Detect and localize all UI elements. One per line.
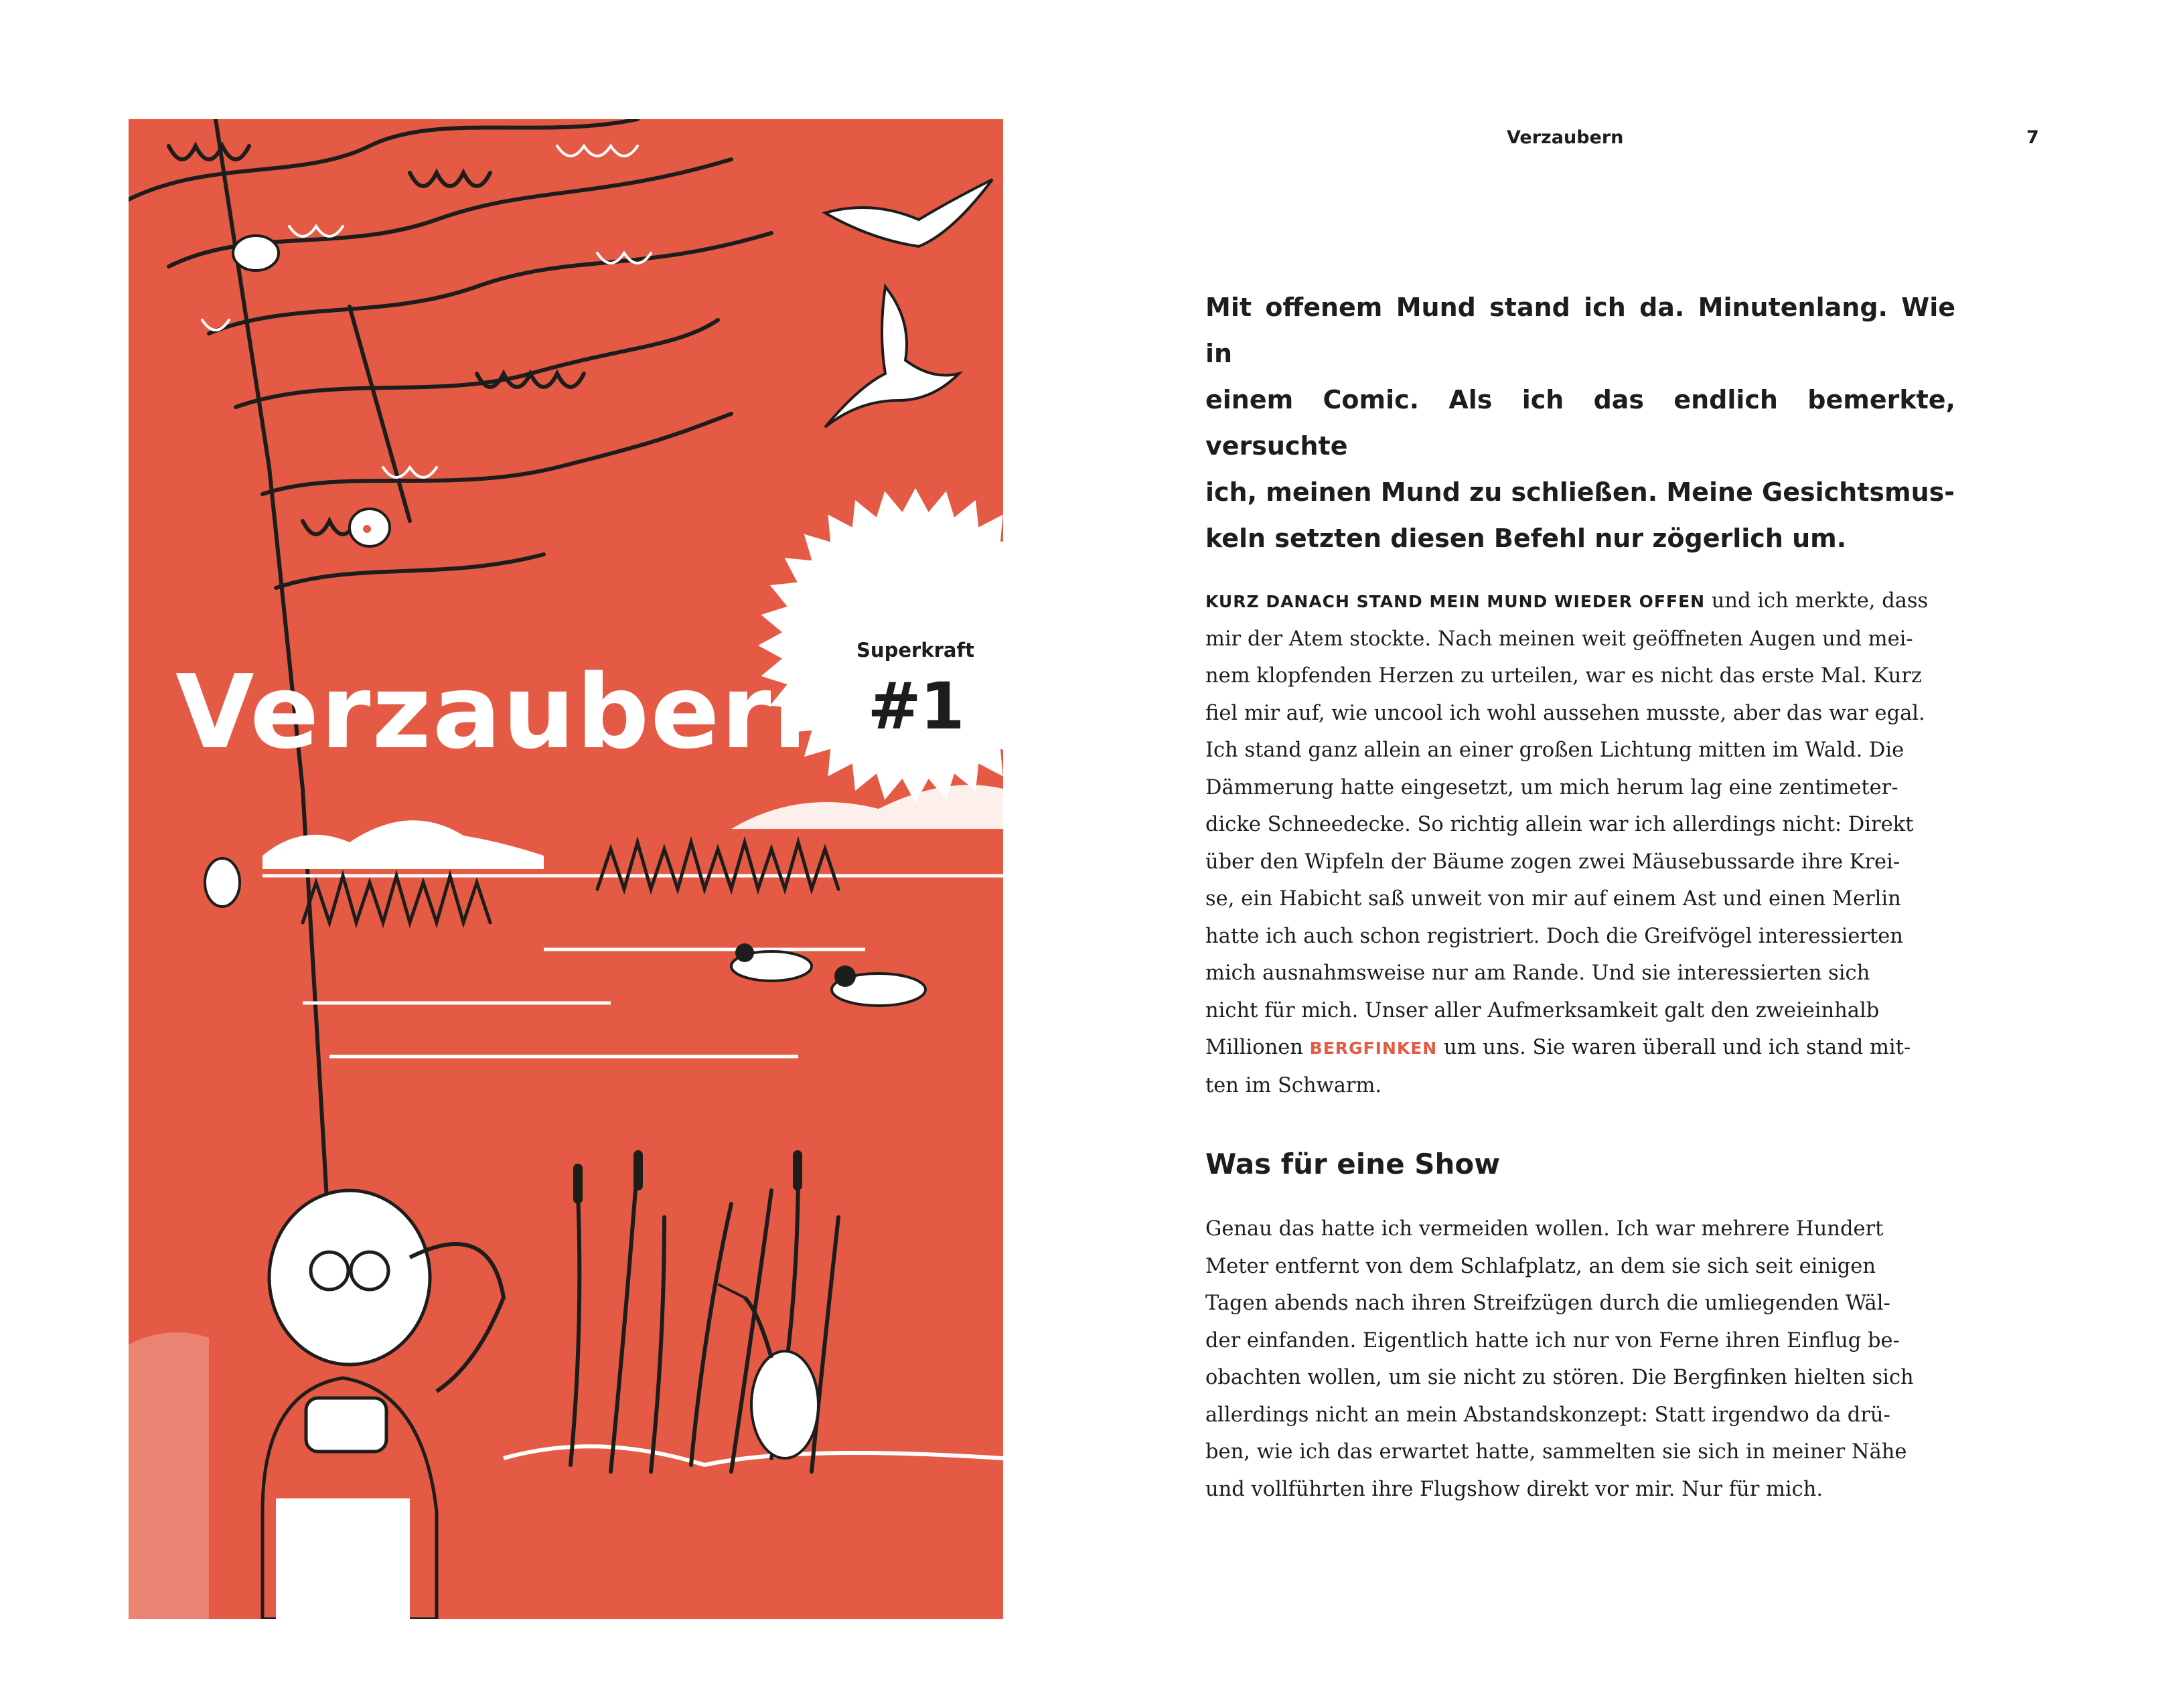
- section-subheading: Was für eine Show: [1205, 1148, 1500, 1180]
- running-head: Verzaubern: [1507, 127, 1624, 148]
- lead-in-smallcaps: KURZ DANACH STAND MEIN MUND WIEDER OFFEN: [1205, 592, 1706, 611]
- riverbank-icon: [504, 1446, 1003, 1465]
- badge-number: #1: [867, 669, 964, 744]
- badge-label: Superkraft: [856, 639, 974, 662]
- chapter-title: Verzaubern: [175, 653, 846, 771]
- paragraph-1-text-b: um uns. Sie waren überall und ich stand mit- ten im Schwarm.: [1205, 1036, 1911, 1097]
- heron-icon: [718, 1284, 818, 1458]
- body-paragraph-1: [1205, 583, 1955, 1104]
- paragraph-1-text-a: und ich merkte, dass mir der Atem stockte. Nach meinen weit geöffneten Augen und mei- nem klopfenden Herzen zu urteilen, war es nicht das erste Mal. Kurz fiel mir auf, wie uncool ich wohl aussehen musste, aber das war egal. Ich stand ganz allein an einer großen Lichtung mitten im Wald. Die Dämmerung hatte eingesetzt, um mich herum lag eine zentimeter- dicke Schneedecke. So richtig allein war ich allerdings nicht: Direkt über den Wipfeln der Bäume zogen zwei Mäusebussarde ihre Krei- se, ein Habicht saß unweit von mir auf einem Ast und einen Merlin hatte ich auch schon registriert. Doch die Greifvögel interessierten mich ausnahmsweise nur am Rande. Und sie interessierten sich nicht für mich. Unser aller Aufmerksamkeit galt den zweieinhalb Millionen: [1205, 589, 1929, 1059]
- flying-birds-icon: [825, 179, 992, 427]
- highlight-term: BERGFINKEN: [1309, 1038, 1438, 1058]
- chapter-illustration: [129, 119, 1003, 1619]
- person-with-binoculars-icon: [263, 1190, 504, 1619]
- lake-shore-icon: [263, 876, 1003, 1057]
- page-number: 7: [2026, 127, 2039, 148]
- cattail-heads-icon: [573, 1150, 802, 1204]
- ducks-icon: [731, 943, 925, 1006]
- canopy-highlight-icon: [202, 146, 651, 477]
- forest-scene-drawing: [129, 119, 1003, 1619]
- lead-paragraph: Mit offenem Mund stand ich da. Minutenlang. Wie in einem Comic. Als ich das endlich bemerkte, versuchte ich, meinen Mund zu schließen. Meine Gesichtsmus- keln setzten diesen Befehl nur zögerlich um.: [1205, 293, 1955, 553]
- body-paragraph-2: Genau das hatte ich vermeiden wollen. Ich war mehrere Hundert Meter entfernt von dem Schlafplatz, an dem sie sich seit einigen Tagen abends nach ihren Streifzügen durch die umliegenden Wäl- der einfanden. Eigentlich hatte ich nur von Ferne ihren Einflug be- obachten wollen, um sie nicht zu stören. Die Bergfinken hielten sich allerdings nicht an mein Abstandskonzept: Statt irgendwo da drü- ben, wie ich das erwartet hatte, sammelten sie sich in meiner Nähe und vollführten ihre Flugshow direkt vor mir. Nur für mich.: [1205, 1217, 1914, 1501]
